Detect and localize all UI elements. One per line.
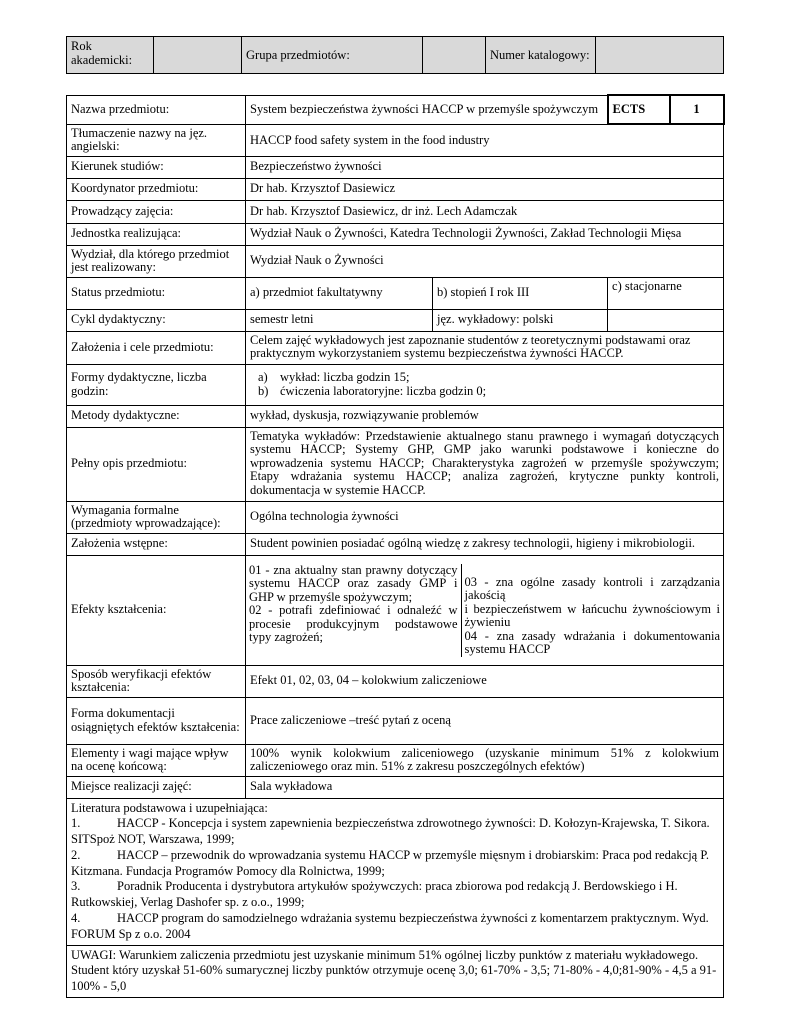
row-tlumaczenie [67,124,724,156]
formy-text-a: wykład: liczba godzin 15; [280,370,410,384]
row-status [67,277,724,309]
efekt-04: 04 - zna zasady wdrażania i dokumentowania systemu HACCP [464,628,721,656]
formy-value [246,364,724,405]
tlumaczenie-value: HACCP food safety system in the food industry [246,124,724,156]
row-opis [67,427,724,501]
literatura-text: HACCP program do samodzielnego wdrażania systemu bezpieczeństwa żywności z komentarzem praktycznym. Wyd. FORUM Sp z o.o. 2004 [71,911,709,941]
row-cykl [67,309,724,331]
status-label: Status przedmiotu: [67,277,246,309]
sposob-label: Sposób weryfikacji efektów kształcenia: [67,665,246,697]
row-jednostka [67,223,724,245]
efekt-02: 02 - potrafi zdefiniować i odnaleźć w procesie produkcyjnym podstawowe typy zagrożeń; [249,603,458,644]
row-uwagi [67,945,724,997]
ects-label: ECTS [608,95,670,124]
efekt-03: 03 - zna ogólne zasady kontroli i zarządzania jakością [464,574,721,602]
ects-value: 1 [670,95,724,124]
row-wydzial [67,245,724,277]
miejsce-label: Miejsce realizacji zajęć: [67,776,246,798]
syllabus-table [66,94,725,998]
efekt-01: 01 - zna aktualny stan prawny dotyczący systemu HACCP oraz zasady GMP i GHP w przemyśle spożywczym; [249,562,458,604]
elementy-value: 100% wynik kolokwium zaliceniowego (uzyskanie minimum 51% z kolokwium zaliczeniowego oraz min. 51% z zakresu poszczególnych efektów) [246,744,724,776]
formy-label: Formy dydaktyczne, liczba godzin: [67,364,246,405]
literatura-num: 3. [71,879,81,894]
koordynator-label: Koordynator przedmiotu: [67,178,246,200]
row-zalozenia-wstepne [67,533,724,555]
efekty-inner-table [246,564,723,657]
literatura-item [71,911,719,943]
formy-marker-b: b) [258,383,269,398]
literatura-cell [67,798,724,945]
rok-value [154,37,242,74]
jednostka-value: Wydział Nauk o Żywności, Katedra Technologii Żywności, Zakład Technologii Mięsa [246,223,724,245]
literatura-text: HACCP – przewodnik do wprowadzania systemu HACCP w przemyśle mięsnym i drobiarskim: Praca pod redakcją P. Kitzmana. Fundacja Programów Pomocy dla Rolnictwa, 1999; [71,847,710,878]
literatura-item [71,848,719,880]
formy-item-a [258,370,719,385]
literatura-num: 4. [71,911,81,926]
row-kierunek [67,156,724,178]
metody-label: Metody dydaktyczne: [67,405,246,427]
forma-dok-value: Prace zaliczeniowe –treść pytań z oceną [246,697,724,744]
forma-dok-label: Forma dokumentacji osiągniętych efektów kształcenia: [67,697,246,744]
row-koordynator [67,178,724,200]
row-zalozenia-cele [67,331,724,364]
efekty-right [461,564,723,657]
literatura-heading: Literatura podstawowa i uzupełniająca: [71,800,268,815]
row-forma-dok [67,697,724,744]
zalozenia-wstepne-value: Student powinien posiadać ogólną wiedzę z zakresy technologii, higieny i mikrobiologii. [246,533,724,555]
wydzial-label: Wydział, dla którego przedmiot jest realizowany: [67,245,246,277]
literatura-num: 1. [71,816,81,831]
cykl-empty [608,309,724,331]
prowadzacy-label: Prowadzący zajęcia: [67,200,246,223]
row-literatura [67,798,724,945]
efekt-03-cont: i bezpieczeństwem w łańcuchu żywnościowym i żywieniu [464,601,721,629]
efekty-left [246,564,461,657]
numer-value [596,37,724,74]
zalozenia-cele-label: Założenia i cele przedmiotu: [67,331,246,364]
row-miejsce [67,776,724,798]
row-metody [67,405,724,427]
kierunek-value: Bezpieczeństwo żywności [246,156,724,178]
grupa-label: Grupa przedmiotów: [242,37,423,74]
row-nazwa [67,95,724,124]
efekty-label: Efekty kształcenia: [67,555,246,665]
cykl-label: Cykl dydaktyczny: [67,309,246,331]
miejsce-value: Sala wykładowa [246,776,724,798]
literatura-num: 2. [71,847,81,862]
literatura-item [71,816,719,848]
nazwa-label: Nazwa przedmiotu: [67,95,246,124]
literatura-text: Poradnik Producenta i dystrybutora artykułów spożywczych: praca zbiorowa pod redakcją J. Berdowskiego i H. Rutkowskiej, Verlag Dashofer sp. z o.o., 1999; [71,879,678,910]
tlumaczenie-label: Tłumaczenie nazwy na jęz. angielski: [67,124,246,156]
status-c: c) stacjonarne [608,277,724,309]
prowadzacy-value: Dr hab. Krzysztof Dasiewicz, dr inż. Lech Adamczak [246,200,724,223]
efekty-value [246,555,724,665]
formy-list [250,371,719,398]
formy-item-b [258,383,719,399]
kierunek-label: Kierunek studiów: [67,156,246,178]
jednostka-label: Jednostka realizująca: [67,223,246,245]
row-prowadzacy [67,200,724,223]
row-formy [67,364,724,405]
sposob-value: Efekt 01, 02, 03, 04 – kolokwium zaliczeniowe [246,665,724,697]
status-a: a) przedmiot fakultatywny [246,277,433,309]
row-efekty [67,555,724,665]
wymagania-label: Wymagania formalne (przedmioty wprowadzające): [67,501,246,533]
status-b: b) stopień I rok III [433,277,608,309]
rok-label: Rok akademicki: [67,37,154,74]
uwagi-text: UWAGI: Warunkiem zaliczenia przedmiotu jest uzyskanie minimum 51% ogólnej liczby punktów z materiału wykładowego. Student który uzyskał 51-60% sumarycznej liczby punktów otrzymuje ocenę 3,0; 61-70% - 3,5; 71-80% - 4,0;81-90% - 4,5 a 91-100% - 5,0 [67,945,724,997]
row-elementy [67,744,724,776]
metody-value: wykład, dyskusja, rozwiązywanie problemów [246,405,724,427]
literatura-text: HACCP - Koncepcja i system zapewnienia bezpieczeństwa zdrowotnego żywności: D. Kołozyn-Krajewska, T. Sikora. SITSpoż NOT, Warszawa, 1999; [71,816,710,847]
wymagania-value: Ogólna technologia żywności [246,501,724,533]
zalozenia-cele-value: Celem zajęć wykładowych jest zapoznanie studentów z teoretycznymi podstawami oraz praktycznym wykorzystaniem systemu bezpieczeństwa żywności HACCP. [246,331,724,364]
nazwa-value: System bezpieczeństwa żywności HACCP w przemyśle spożywczym [246,95,608,124]
cykl-jezyk: jęz. wykładowy: polski [433,309,608,331]
opis-label: Pełny opis przedmiotu: [67,427,246,501]
opis-value: Tematyka wykładów: Przedstawienie aktualnego stanu prawnego i wymagań dotyczących systemu HACCP; Systemy GHP, GMP jako warunki podstawowe i konieczne do wprowadzenia systemu HACCP; Charakterystyka zagrożeń w przemyśle spożywczym; Etapy wdrażania systemu HACCP; analiza zagrożeń, krytyczne punkty kontroli, dokumentacja w systemie HACCP. [246,427,724,501]
koordynator-value: Dr hab. Krzysztof Dasiewicz [246,178,724,200]
formy-text-b: ćwiczenia laboratoryjne: liczba godzin 0; [280,383,487,398]
literatura-item [71,879,719,911]
grupa-value [423,37,486,74]
wydzial-value: Wydział Nauk o Żywności [246,245,724,277]
row-wymagania [67,501,724,533]
elementy-label: Elementy i wagi mające wpływ na ocenę końcową: [67,744,246,776]
numer-label: Numer katalogowy: [486,37,596,74]
formy-marker-a: a) [258,370,268,384]
row-sposob [67,665,724,697]
cykl-value: semestr letni [246,309,433,331]
header-table [66,36,724,74]
zalozenia-wstepne-label: Założenia wstępne: [67,533,246,555]
